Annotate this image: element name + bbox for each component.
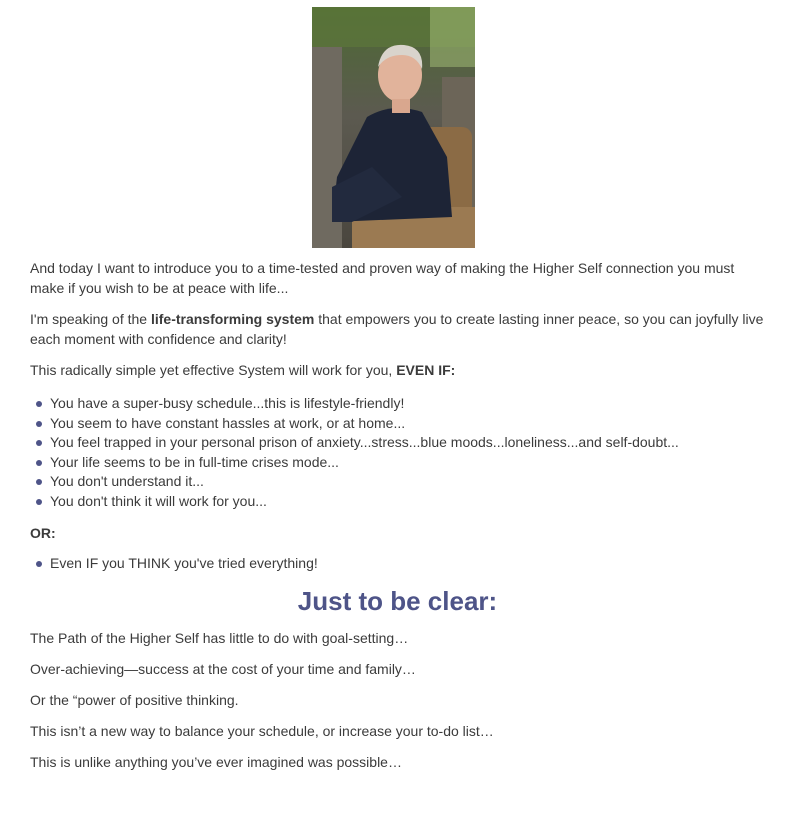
list-item: [30, 453, 765, 473]
closing-paragraph: This isn’t a new way to balance your schedule, or increase your to-do list…: [30, 723, 494, 740]
even-if-paragraph: [30, 360, 765, 380]
list-item: [30, 414, 765, 434]
closing-paragraph: The Path of the Higher Self has little to do with goal-setting…: [30, 630, 409, 647]
list-item-text: You seem to have constant hassles at work, or at home...: [50, 414, 406, 431]
bullet-icon: [36, 561, 42, 567]
even-if-bold: EVEN IF:: [396, 362, 456, 378]
main-content: [30, 258, 765, 783]
bullet-icon: [36, 479, 42, 485]
list-item: [30, 554, 765, 574]
list-item-text: You feel trapped in your personal prison of anxiety...stress...blue moods...loneliness...and self-doubt...: [50, 434, 679, 451]
system-text-after: that empowers you to create lasting inner peace, so you can joyfully live each moment with confidence and clarity!: [30, 311, 764, 347]
list-item-text: Even IF you THINK you've tried everything!: [50, 554, 318, 571]
portrait-photo: [312, 7, 475, 248]
or-label: OR:: [30, 524, 56, 541]
system-text-bold: life-transforming system: [150, 311, 315, 327]
bullet-icon: [36, 421, 42, 427]
closing-paragraph: This is unlike anything you’ve ever imagined was possible…: [30, 754, 402, 771]
bullet-icon: [36, 440, 42, 446]
portrait-illustration: [312, 7, 475, 248]
closing-paragraph: Over-achieving—success at the cost of your time and family…: [30, 661, 416, 678]
list-item: [30, 472, 765, 492]
bullet-icon: [36, 460, 42, 466]
closing-paragraph: Or the “power of positive thinking.: [30, 692, 239, 709]
section-heading: Just to be clear:: [297, 586, 498, 617]
bullet-icon: [36, 499, 42, 505]
list-item: [30, 492, 765, 512]
list-item-text: You have a super-busy schedule...this is lifestyle-friendly!: [50, 395, 405, 411]
list-item-text: Your life seems to be in full-time crises mode...: [50, 453, 339, 470]
list-item: [30, 433, 765, 453]
list-item-text: You don't think it will work for you...: [50, 492, 267, 509]
or-list: [30, 554, 765, 574]
even-if-list: [30, 394, 765, 512]
system-text-before: I'm speaking of the: [30, 311, 151, 327]
even-if-text: This radically simple yet effective System will work for you,: [30, 362, 397, 378]
intro-paragraph: And today I want to introduce you to a time-tested and proven way of making the Higher Self connection you must make if you wish to be at peace with life...: [30, 260, 735, 296]
list-item: [30, 394, 765, 414]
bullet-icon: [36, 401, 42, 407]
system-paragraph: [30, 309, 765, 349]
list-item-text: You don't understand it...: [50, 473, 204, 490]
